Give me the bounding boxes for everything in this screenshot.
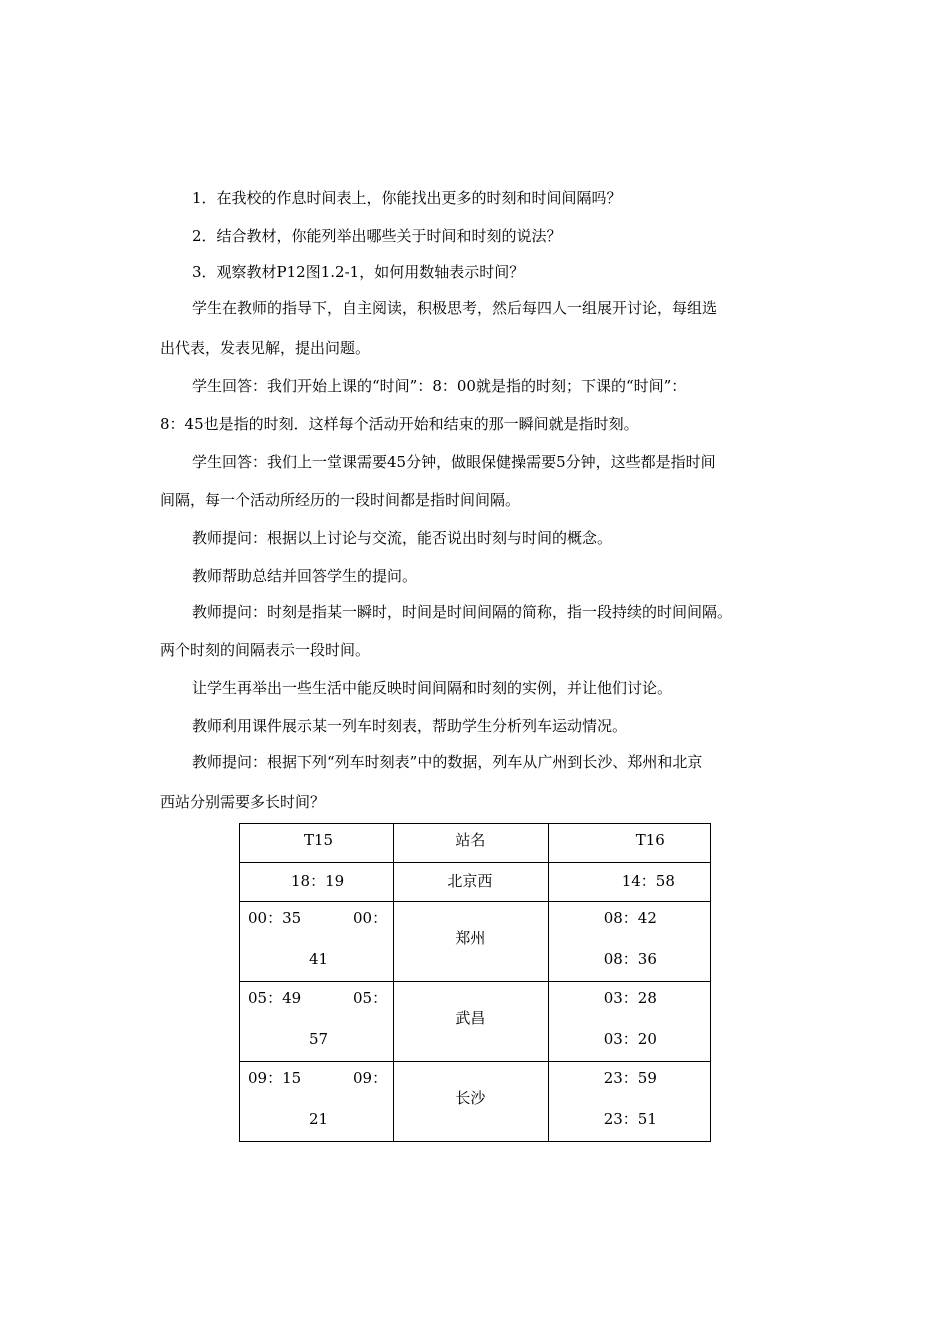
- paragraph-courseware: 教师利用课件展示某一列车时刻表，帮助学生分析列车运动情况。: [192, 717, 628, 735]
- wuchang-t15-arrive: 05：49: [248, 989, 302, 1007]
- header-t15: T15: [304, 831, 334, 849]
- table-header-row: [240, 824, 711, 863]
- table-row-wuchang: [240, 982, 711, 1062]
- beijingxi-t16-time: 14：58: [621, 872, 675, 890]
- changsha-t16-arrive: 23：59: [603, 1069, 657, 1087]
- wuchang-t15-depart-hour: 05：: [353, 989, 388, 1007]
- header-station: 站名: [455, 831, 486, 849]
- train-timetable: [239, 823, 711, 1142]
- paragraph-discussion-line2: 出代表，发表见解，提出问题。: [160, 339, 371, 357]
- wuchang-t16-depart: 03：20: [603, 1030, 657, 1048]
- station-wuchang: 武昌: [455, 1009, 486, 1027]
- table-row-zhengzhou: [240, 902, 711, 982]
- paragraph-answer-interval-line2: 间隔，每一个活动所经历的一段时间都是指时间间隔。: [160, 491, 521, 509]
- wuchang-t16-arrive: 03：28: [603, 989, 657, 1007]
- header-t16: T16: [635, 831, 665, 849]
- paragraph-teacher-summary: 教师帮助总结并回答学生的提问。: [192, 567, 418, 585]
- paragraph-answer-moment-line1: 学生回答：我们开始上课的“时间”：8：00就是指的时刻；下课的“时间”：: [192, 377, 687, 395]
- station-changsha: 长沙: [455, 1089, 486, 1107]
- zhengzhou-t16-depart: 08：36: [603, 950, 657, 968]
- paragraph-definition-line2: 两个时刻的间隔表示一段时间。: [160, 641, 371, 659]
- table-row-beijingxi: [240, 863, 711, 902]
- changsha-t15-depart-minute: 21: [309, 1110, 329, 1128]
- paragraph-definition-line1: 教师提问：时刻是指某一瞬时，时间是时间间隔的简称，指一段持续的时间间隔。: [192, 603, 733, 621]
- station-beijingxi: 北京西: [447, 872, 493, 890]
- question-3: 3．观察教材P12图1.2-1，如何用数轴表示时间？: [192, 263, 525, 281]
- wuchang-t15-depart-minute: 57: [309, 1030, 329, 1048]
- changsha-t15-depart-hour: 09：: [353, 1069, 388, 1087]
- paragraph-answer-moment-line2: 8：45也是指的时刻．这样每个活动开始和结束的那一瞬间就是指时刻。: [160, 415, 639, 433]
- zhengzhou-t15-depart-hour: 00：: [353, 909, 388, 927]
- station-zhengzhou: 郑州: [455, 929, 486, 947]
- paragraph-teacher-question: 教师提问：根据以上讨论与交流，能否说出时刻与时间的概念。: [192, 529, 613, 547]
- paragraph-examples: 让学生再举出一些生活中能反映时间间隔和时刻的实例，并让他们讨论。: [192, 679, 673, 697]
- paragraph-discussion-line1: 学生在教师的指导下，自主阅读，积极思考，然后每四人一组展开讨论，每组选: [192, 299, 718, 317]
- zhengzhou-t16-arrive: 08：42: [603, 909, 657, 927]
- table-row-changsha: [240, 1062, 711, 1142]
- question-2: 2．结合教材，你能列举出哪些关于时间和时刻的说法？: [192, 227, 562, 245]
- paragraph-timetable-question-line2: 西站分别需要多长时间？: [160, 793, 326, 811]
- changsha-t16-depart: 23：51: [603, 1110, 657, 1128]
- beijingxi-t15-time: 18：19: [291, 872, 345, 890]
- changsha-t15-arrive: 09：15: [248, 1069, 302, 1087]
- paragraph-answer-interval-line1: 学生回答：我们上一堂课需要45分钟，做眼保健操需要5分钟，这些都是指时间: [192, 453, 716, 471]
- paragraph-timetable-question-line1: 教师提问：根据下列“列车时刻表”中的数据，列车从广州到长沙、郑州和北京: [192, 753, 703, 771]
- zhengzhou-t15-depart-minute: 41: [309, 950, 329, 968]
- question-1: 1．在我校的作息时间表上，你能找出更多的时刻和时间间隔吗？: [192, 189, 622, 207]
- zhengzhou-t15-arrive: 00：35: [248, 909, 302, 927]
